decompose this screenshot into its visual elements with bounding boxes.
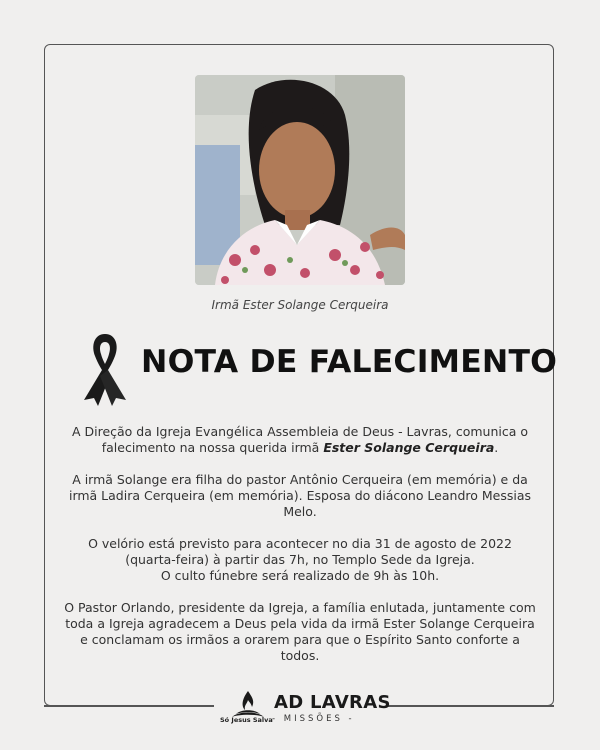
deceased-name: Ester Solange Cerqueira xyxy=(323,440,495,455)
logo-tagline: Só Jesus Salva xyxy=(220,716,273,724)
paragraph-4: O Pastor Orlando, presidente da Igreja, a família enlutada, juntamente com toda a Igreja agradecem a Deus pela vida da irmã Ester Solange Cerqueira e conclamam os irmãos a orarem para que o Espírito Santo conforte a todos. xyxy=(64,600,536,663)
announcement-text xyxy=(60,424,540,680)
paragraph-2: A irmã Solange era filha do pastor Antônio Cerqueira (em memória) e da irmã Ladira Cerqueira (em memória). Esposa do diácono Leandro Messias Melo. xyxy=(68,472,532,519)
photo-caption: Irmã Ester Solange Cerqueira xyxy=(211,298,389,312)
memorial-photo xyxy=(195,75,405,285)
church-logo xyxy=(214,688,391,728)
paragraph-3-line-1: O velório está previsto para acontecer no dia 31 de agosto de 2022 xyxy=(88,536,512,551)
logo-subtitle: - MISSÕES - xyxy=(272,714,355,724)
paragraph-3-line-2: (quarta-feira) à partir das 7h, no Templo Sede da Igreja. xyxy=(125,552,475,567)
paragraph-1-end: . xyxy=(494,440,499,455)
mourning-ribbon-icon xyxy=(80,330,130,406)
paragraph-1 xyxy=(60,424,540,456)
bottom-divider-right xyxy=(386,705,554,707)
paragraph-1-text: A Direção da Igreja Evangélica Assembleia de Deus - Lavras, comunica o falecimento na nossa querida irmã xyxy=(71,424,529,455)
bottom-divider-left xyxy=(44,705,214,707)
page-title: NOTA DE FALECIMENTO xyxy=(141,344,558,380)
paragraph-3 xyxy=(60,536,540,584)
paragraph-3-line-3: O culto fúnebre será realizado de 9h às 10h. xyxy=(160,568,440,583)
logo-name: AD LAVRAS xyxy=(274,692,391,713)
